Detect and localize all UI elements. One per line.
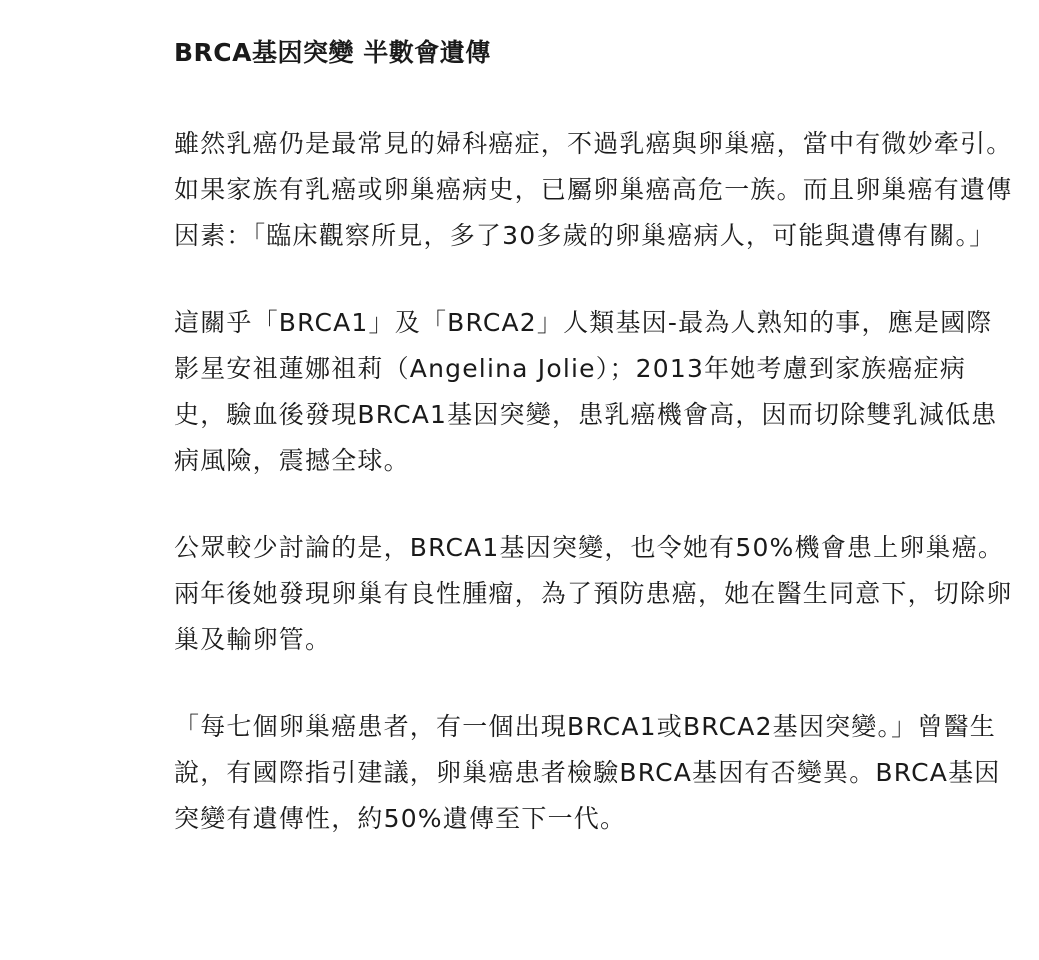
article-heading: BRCA基因突變 半數會遺傳 (174, 38, 491, 67)
paragraph-brca-screening-heredity: 「每七個卵巢癌患者，有一個出現BRCA1或BRCA2基因突變。」曾醫生說，有國際指引建議，卵巢癌患者檢驗BRCA基因有否變異。BRCA基因突變有遺傳性，約50%遺傳至下一代。 (174, 712, 1001, 833)
paragraph-brca1-ovarian-risk: 公眾較少討論的是，BRCA1基因突變，也令她有50%機會患上卵巢癌。兩年後她發現卵巢有良性腫瘤，為了預防患癌，她在醫生同意下，切除卵巢及輸卵管。 (174, 533, 1013, 654)
paragraph-ovarian-cancer-link: 雖然乳癌仍是最常見的婦科癌症，不過乳癌與卵巢癌，當中有微妙牽引。如果家族有乳癌或卵巢癌病史，已屬卵巢癌高危一族。而且卵巢癌有遺傳因素：「臨床觀察所見，多了30多歲的卵巢癌病人，可能與遺傳有關。」 (174, 129, 1013, 250)
article-body (174, 34, 1016, 842)
paragraph-brca-angelina-jolie: 這關乎「BRCA1」及「BRCA2」人類基因-最為人熟知的事，應是國際影星安祖蓮娜祖莉（Angelina Jolie）；2013年她考慮到家族癌症病史，驗血後發現BRCA1基因突變，患乳癌機會高，因而切除雙乳減低患病風險，震撼全球。 (174, 308, 998, 475)
